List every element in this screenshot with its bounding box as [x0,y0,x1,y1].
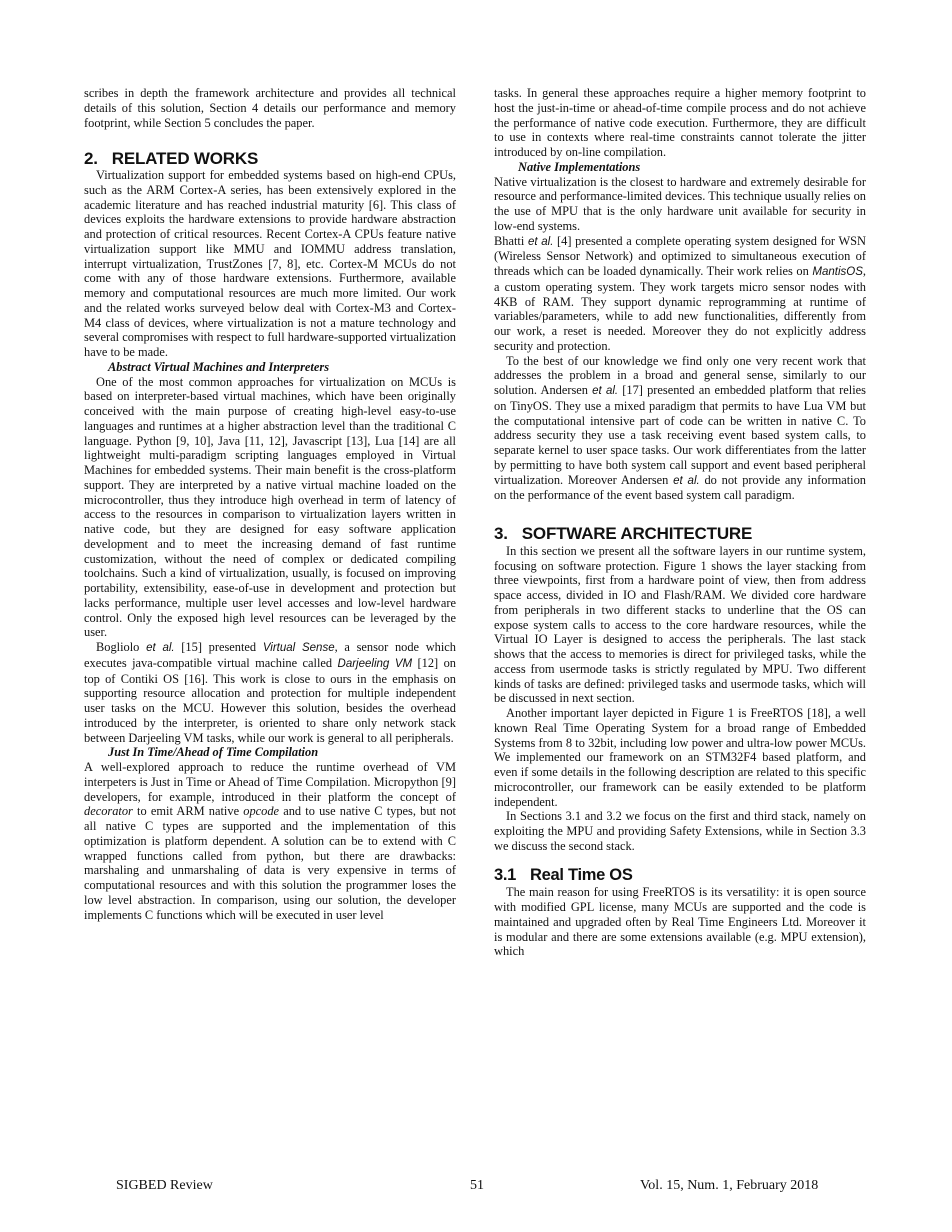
continuation-paragraph: tasks. In general these approaches require a higher memory footprint to host the just-in-time or ahead-of-time compile process and do not achieve the performance of native code execution. Furthermore, they are difficult to use in contexts where real-time constraints cannot tolerate the jitter introduced by on-line compilation. [494,86,866,159]
page-number: 51 [470,1178,484,1193]
bhatti-paragraph: Bhatti et al. [4] presented a complete operating system designed for WSN (Wireless Sensor Network) and optimized to simultaneous execution of threads which can be loaded dynamically. Their work relies on MantisOS, a custom operating system. They work targets micro sensor nodes with 4KB of RAM. They support dynamic reprogramming at runtime of variables/parameters, while to add new functionalities, differently from our work, a reset is needed. Moreover they do not explicitly address security and protection. [494,233,867,353]
section-number: 3. [494,524,508,543]
software-architecture-paragraph-2: Another important layer depicted in Figure 1 is FreeRTOS [18], a well known Real Time Operating System for a broad range of Embedded Systems from 8 to 32bit, including low power and ultra-low power MCUs. We implemented our framework on an STM32F4 based platform, and even if some details in the following description are related to this specific microcontroller, our framework can be easily extended to be platform independent. [494,706,866,809]
section-2-heading [84,149,456,169]
software-architecture-paragraph-3: In Sections 3.1 and 3.2 we focus on the first and third stack, namely on exploiting the MPU and providing Safety Extensions, while in Section 3.3 we discuss the second stack. [494,809,866,853]
native-paragraph: Native virtualization is the closest to hardware and extremely desirable for resource and performance-limited devices. This technique usually relies on the use of MPU that is the only hardware unit available for security in low-end systems. [494,174,866,233]
footer-volume: Vol. 15, Num. 1, February 2018 [640,1178,819,1193]
bogliolo-paragraph: Bogliolo et al. [15] presented Virtual Sense, a sensor node which executes java-compatible virtual machine called Darjeeling VM [12] on top of Contiki OS [16]. This work is close to ours in the emphasis on supporting resource allocation and protection for multiple independent user tasks on the MCU. However this solution, besides the overhead introduced by the interpreter, is oriented to share only network stack between Darjeeling VM tasks, while our work is general to all peripherals. [84,640,456,745]
section-title: RELATED WORKS [111,149,259,169]
run-in-heading-jit: Just In Time/Ahead of Time Compilation [108,745,319,760]
related-works-paragraph: Virtualization support for embedded systems based on high-end CPUs, such as the ARM Cortex-A series, has been extensively explored in the academic literature and has reached industrial maturity [6]. This class of devices exploits the hardware extensions to provide hardware abstraction and protection of critical resources. Recent Cortex-A CPUs feature native virtualization support like MMU and IOMMU address translation, interrupt virtualization, TrustZones [7, 8], etc. Cortex-M MCUs do not come with any of those hardware extensions. Furthermore, available memory and computational resources are much more limited. Our work and the related works surveyed below deal with Cortex-M3 and Cortex-M4 class of devices, where virtualization is not a mature technology and several compromises with respect to full hardware-supported virtualization have to be made. [84,168,456,359]
section-3-heading [494,524,866,543]
section-number: 2. [84,149,98,169]
rtos-paragraph: The main reason for using FreeRTOS is its versatility: it is open source with modified GPL license, many MCUs are supported and the code is maintained and upgraded often by Real Time Engineers Ltd. Moreover it is modular and there are some extensions available (e.g. MPU extension), which [494,885,866,959]
jit-paragraph: A well-explored approach to reduce the runtime overhead of VM interpeters is Just in Time or Ahead of Time Compilation. Micropython [9] developers, for example, introduced in their platform the concept of decorator to emit ARM native opcode and to use native C types, but not all native C types are supported and the implementation of this optimization is platform dependent. A solution can be to extend with C wrapped functions called from python, but there are drawbacks: marshaling and unmarshaling of data is very expensive in terms of computational resources and with this solution the programmer loses the low level abstraction. In comparison, using our solution, the developer implements C functions which will be executed in user level [84,760,456,922]
run-in-heading-native: Native Implementations [518,159,641,174]
software-architecture-paragraph-1: In this section we present all the software layers in our runtime system, focusing on software protection. Figure 1 shows the layer stacking from three viewpoints, first from a hardware point of view, then from address space access, divided in IO and Flash/RAM. We divided core hardware from peripherals in two different stacks to underline that the OS can expose system calls to access to the core hardware resources, while the Virtual IO Layer is designed to access the peripherals. The last stack shows that the access to memories is direct for privileged tasks, while the access from usermode tasks is strictly regulated by MPU. Two different kinds of tasks are defined: privileged tasks and usermode tasks, which will be discussed in next section. [494,543,866,706]
section-title: SOFTWARE ARCHITECTURE [521,524,753,543]
andersen-paragraph: To the best of our knowledge we find only one very recent work that addresses the problem in a broad and general sense, similarly to our solution. Andersen et al. [17] presented an embedded platform that relies on TinyOS. They use a mixed paradigm that permits to have Lua VM but the computational intensive part of code can be written in native C. To address security they use a task receiving event based system calls, to separate kernel to user space tasks. Our work differentiates from the latter by permitting to have both system call support and event based peripheral virtualization. Moreover Andersen et al. do not provide any information on the performance of the event based system call paradigm. [494,353,867,503]
footer-venue: SIGBED Review [116,1178,213,1193]
right-column [494,86,866,959]
left-column [84,86,456,922]
subsection-title: Real Time OS [530,865,633,884]
abstract-vm-paragraph: One of the most common approaches for virtualization on MCUs is based on interpreter-based virtual machines, which have been originally conceived with the main purpose of creating high-level easy-to-use languages and runtimes at a higher abstraction level than the traditional C language. Python [9, 10], Java [11, 12], Javascript [13], Lua [14] are all lightweight multi-paradigm scripting languages employed in Virtual Machines for embedded systems. Their main benefit is the cross-platform support. They are interpreted by a native virtual machine loaded on the microcontroller, thus they introduce high overhead in term of latency of access to the resources in comparison to virtualization layers written in native code, but they are designed for easy software application development and to meet the increasing demand of fast runtime customization, without the need of complex or dedicated compiling toolchains. Such a kind of virtualization, usually, is focused on improving portability, extensibility, ease-of-use in development and protection but lacks performance, multiple user level accesses and low-level hardware control. Only the exposed high level resources can be leveraged by the user. [84,374,456,640]
subsection-number: 3.1 [494,865,517,884]
intro-paragraph: scribes in depth the framework architecture and provides all technical details of this solution, Section 4 details our performance and memory footprint, while Section 5 concludes the paper. [84,86,456,130]
run-in-heading-abstract-vm: Abstract Virtual Machines and Interpreters [108,359,330,374]
subsection-3-1-heading [494,865,866,884]
